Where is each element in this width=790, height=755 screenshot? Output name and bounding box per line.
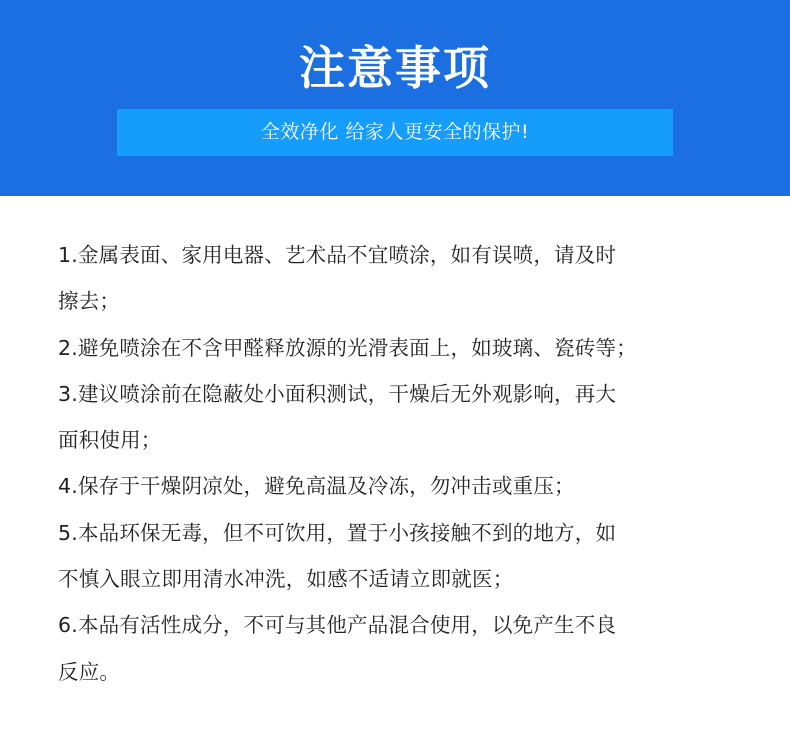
- note-line: 1.金属表面、家用电器、艺术品不宜喷涂，如有误喷，请及时: [58, 243, 617, 267]
- note-line: 面积使用；: [58, 428, 162, 453]
- note-line: 擦去；: [58, 289, 121, 314]
- header-banner: [0, 0, 790, 196]
- note-line: 3.建议喷涂前在隐蔽处小面积测试，干燥后无外观影响，再大: [58, 381, 617, 406]
- subtitle-bar: [117, 109, 673, 156]
- subtitle-text: 全效净化 给家人更安全的保护!: [260, 121, 530, 143]
- note-line: 5.本品环保无毒，但不可饮用，置于小孩接触不到的地方，如: [58, 520, 617, 545]
- note-line: 6.本品有活性成分，不可与其他产品混合使用，以免产生不良: [58, 613, 617, 638]
- note-line: 2.避免喷涂在不含甲醛释放源的光滑表面上，如玻璃、瓷砖等；: [58, 335, 637, 360]
- note-line: 4.保存于干燥阴凉处，避免高温及冷冻，勿冲击或重压；: [58, 474, 575, 499]
- note-line: 反应。: [58, 659, 121, 684]
- page-title: 注意事项: [299, 41, 491, 95]
- notes-list: [58, 232, 758, 695]
- note-line: 不慎入眼立即用清水冲洗，如感不适请立即就医；: [58, 567, 514, 592]
